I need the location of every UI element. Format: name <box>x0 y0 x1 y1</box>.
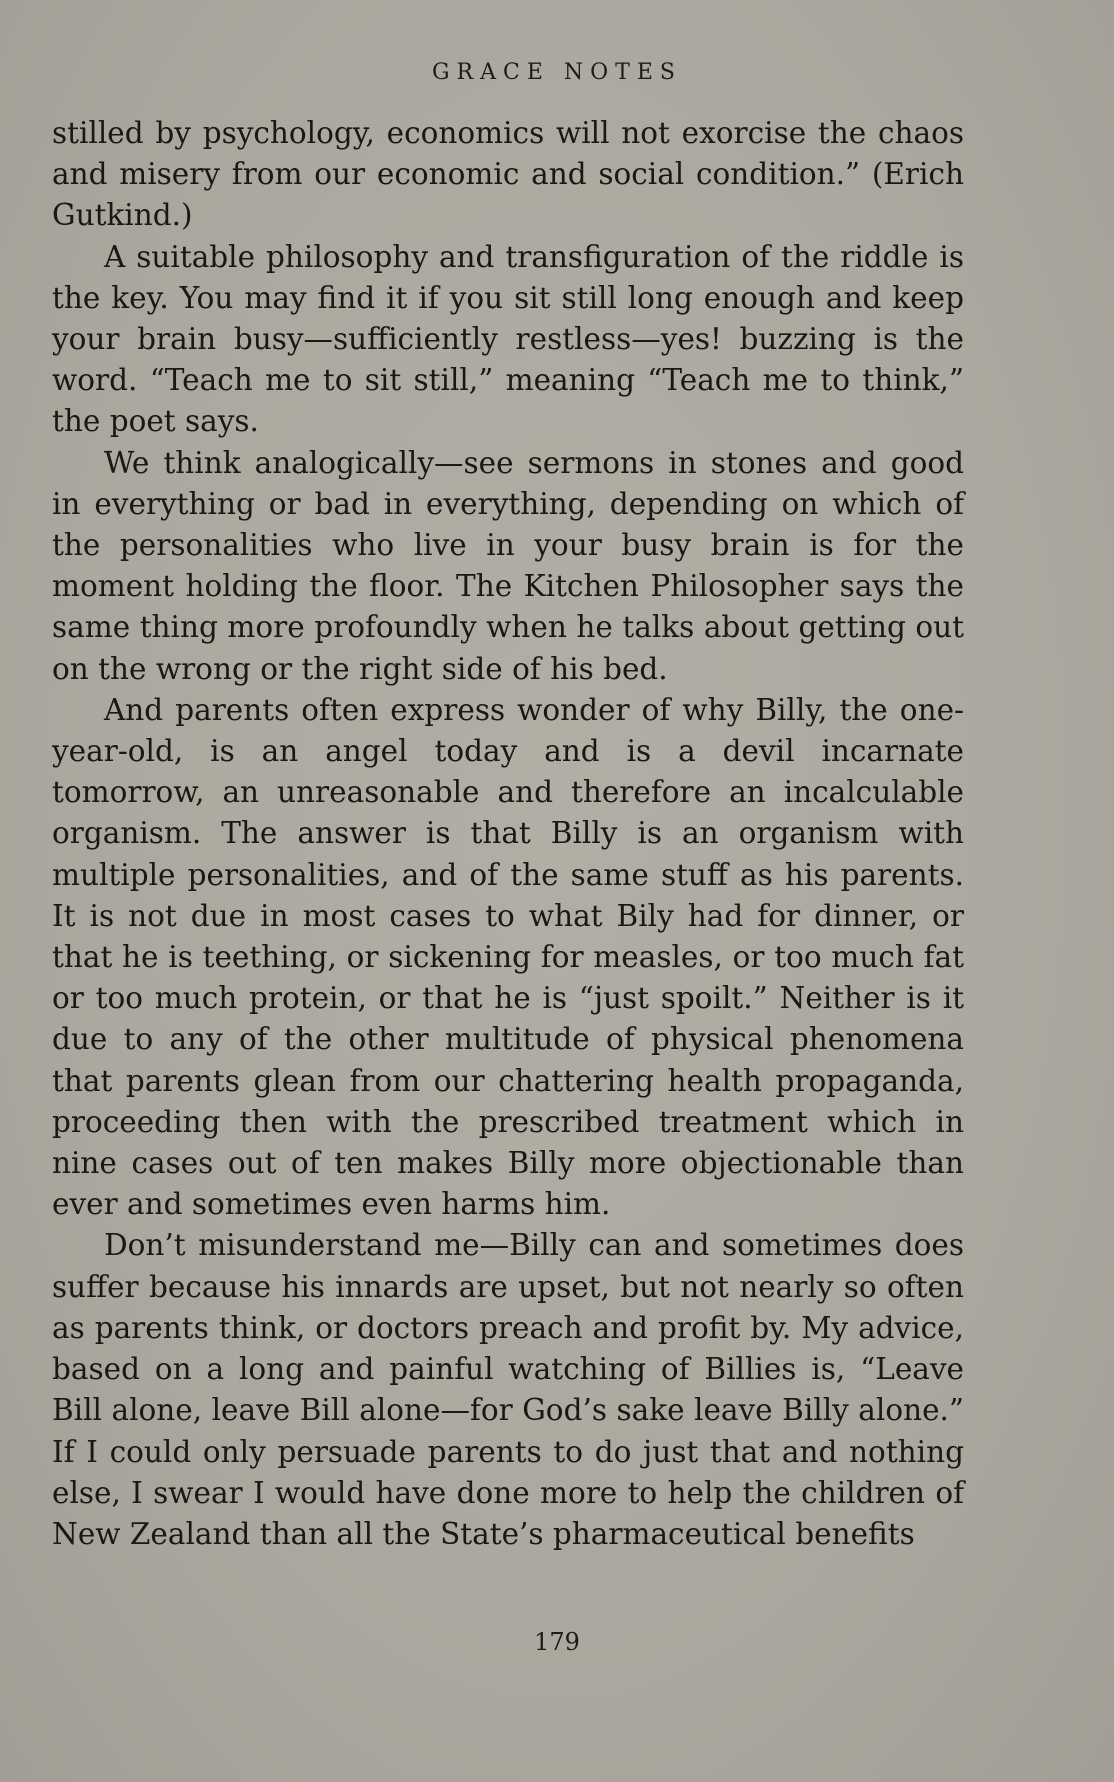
running-head: GRACE NOTES <box>431 60 682 85</box>
paragraph: And parents often express wonder of why Billy, the one-year-old, is an angel today and is a devil incarnate tomorrow, an unreasonable and therefore an incalculable organism. The answer is that Billy is an organism with multiple personalities, and of the same stuff as his parents. It is not due in most cases to what Bily had for dinner, or that he is teething, or sickening for measles, or too much fat or too much protein, or that he is “just spoilt.” Neither is it due to any of the other multitude of physical phenomena that parents glean from our chattering health propaganda, proceeding then with the prescribed treatment which in nine cases out of ten makes Billy more objectionable than ever and sometimes even harms him. <box>52 692 964 1222</box>
page-number: 179 <box>534 1628 580 1656</box>
paragraph: We think analogically—see sermons in stones and good in everything or bad in everything, depending on which of the personalities who live in your busy brain is for the moment holding the floor. The Kitchen Philosopher says the same thing more profoundly when he talks about getting out on the wrong or the right side of his bed. <box>52 445 964 686</box>
paragraph: Don’t misunderstand me—Billy can and sometimes does suffer because his innards are upset, but not nearly so often as parents think, or doctors preach and profit by. My advice, based on a long and painful watching of Billies is, “Leave Bill alone, leave Bill alone—for God’s sake leave Billy alone.” If I could only persuade parents to do just that and nothing else, I swear I would have done more to help the children of New Zealand than all the State’s pharmaceutical benefits <box>52 1228 964 1551</box>
paragraph: A suitable philosophy and transfiguration of the riddle is the key. You may find it if you sit still long enough and keep your brain busy—sufficiently restless—yes! buzzing is the word. “Teach me to sit still,” meaning “Teach me to think,” the poet says. <box>52 239 964 439</box>
paragraph: stilled by psychology, economics will not exorcise the chaos and misery from our economic and social condition.” (Erich Gutkind.) <box>52 116 964 233</box>
body-text <box>52 113 964 1555</box>
